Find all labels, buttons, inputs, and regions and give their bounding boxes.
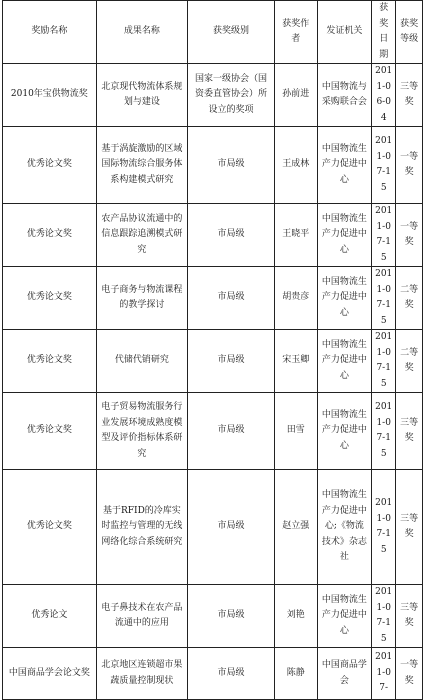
cell-issuing-org: 中国物流生产力促进中心 bbox=[317, 393, 371, 470]
cell-grade: 二等奖 bbox=[396, 267, 423, 330]
cell-issuing-org: 中国物流生产力促进中心 bbox=[317, 330, 371, 393]
header-award-name: 奖励名称 bbox=[3, 1, 97, 64]
cell-award-level: 市局级 bbox=[188, 648, 275, 700]
cell-author: 孙前进 bbox=[274, 64, 317, 127]
cell-author: 陈静 bbox=[274, 648, 317, 700]
cell-issuing-org: 中国物流生产力促进中心 bbox=[317, 127, 371, 204]
cell-award-name: 2010年宝供物流奖 bbox=[3, 64, 97, 127]
cell-issuing-org: 中国物流生产力促进中心 bbox=[317, 267, 371, 330]
cell-achievement-name: 北京地区连锁超市果蔬质量控制现状 bbox=[96, 648, 187, 700]
table-row bbox=[3, 267, 423, 330]
cell-award-level: 市局级 bbox=[188, 470, 275, 585]
cell-author: 胡贵彦 bbox=[274, 267, 317, 330]
cell-award-name: 优秀论文奖 bbox=[3, 267, 97, 330]
cell-issuing-org: 中国物流生产力促进中心 bbox=[317, 585, 371, 648]
cell-author: 刘艳 bbox=[274, 585, 317, 648]
cell-author: 宋玉卿 bbox=[274, 330, 317, 393]
cell-date: 2011-07-15 bbox=[372, 267, 396, 330]
cell-grade: 三等奖 bbox=[396, 64, 423, 127]
cell-award-name: 中国商品学会论文奖 bbox=[3, 648, 97, 700]
table-row bbox=[3, 585, 423, 648]
cell-date: 2011-06-04 bbox=[372, 64, 396, 127]
cell-achievement-name: 代储代销研究 bbox=[96, 330, 187, 393]
cell-author: 王成林 bbox=[274, 127, 317, 204]
cell-achievement-name: 基于RFID的冷库实时监控与管理的无线网络化综合系统研究 bbox=[96, 470, 187, 585]
cell-date: 2011-07-15 bbox=[372, 470, 396, 585]
cell-issuing-org: 中国物流生产力促进中心 bbox=[317, 204, 371, 267]
cell-achievement-name: 电子鼻技术在农产品流通中的应用 bbox=[96, 585, 187, 648]
cell-author: 赵立强 bbox=[274, 470, 317, 585]
cell-award-name: 优秀论文奖 bbox=[3, 330, 97, 393]
table-header-row bbox=[3, 1, 423, 64]
cell-grade: 一等奖 bbox=[396, 127, 423, 204]
cell-award-level: 国家一级协会（国资委直管协会）所设立的奖项 bbox=[188, 64, 275, 127]
cell-award-name: 优秀论文奖 bbox=[3, 470, 97, 585]
cell-award-name: 优秀论文奖 bbox=[3, 127, 97, 204]
cell-issuing-org: 中国物流生产力促进中心;《物流技术》杂志社 bbox=[317, 470, 371, 585]
cell-grade: 二等奖 bbox=[396, 330, 423, 393]
table-row bbox=[3, 204, 423, 267]
cell-award-level: 市局级 bbox=[188, 585, 275, 648]
cell-achievement-name: 电子商务与物流课程的教学探讨 bbox=[96, 267, 187, 330]
cell-award-level: 市局级 bbox=[188, 267, 275, 330]
cell-date: 2011-07-15 bbox=[372, 393, 396, 470]
cell-date: 2011-07-15 bbox=[372, 585, 396, 648]
header-award-level: 获奖级别 bbox=[188, 1, 275, 64]
cell-achievement-name: 农产品协议流通中的信息跟踪追溯模式研究 bbox=[96, 204, 187, 267]
table-row bbox=[3, 330, 423, 393]
cell-award-name: 优秀论文奖 bbox=[3, 393, 97, 470]
cell-date: 2011-07-15 bbox=[372, 330, 396, 393]
cell-issuing-org: 中国商品学会 bbox=[317, 648, 371, 700]
table-row bbox=[3, 393, 423, 470]
header-issuing-org: 发证机关 bbox=[317, 1, 371, 64]
cell-award-level: 市局级 bbox=[188, 204, 275, 267]
cell-award-name: 优秀论文 bbox=[3, 585, 97, 648]
cell-grade: 三等奖 bbox=[396, 585, 423, 648]
cell-award-level: 市局级 bbox=[188, 330, 275, 393]
cell-date: 2011-07-15 bbox=[372, 127, 396, 204]
header-grade: 获奖等级 bbox=[396, 1, 423, 64]
table-row bbox=[3, 648, 423, 700]
cell-award-level: 市局级 bbox=[188, 393, 275, 470]
table-row bbox=[3, 127, 423, 204]
header-date: 获奖日期 bbox=[372, 1, 396, 64]
awards-table bbox=[2, 0, 423, 700]
cell-author: 王晓平 bbox=[274, 204, 317, 267]
header-author: 获奖作者 bbox=[274, 1, 317, 64]
cell-achievement-name: 基于涡旋激励的区域国际物流综合服务体系构建模式研究 bbox=[96, 127, 187, 204]
cell-achievement-name: 电子贸易物流服务行业发展环境成熟度模型及评价指标体系研究 bbox=[96, 393, 187, 470]
cell-date: 2011-07-15 bbox=[372, 204, 396, 267]
cell-grade: 三等奖 bbox=[396, 393, 423, 470]
table-row bbox=[3, 64, 423, 127]
header-achievement-name: 成果名称 bbox=[96, 1, 187, 64]
cell-grade: 三等奖 bbox=[396, 470, 423, 585]
table-row bbox=[3, 470, 423, 585]
cell-issuing-org: 中国物流与采购联合会 bbox=[317, 64, 371, 127]
cell-date: 2011-07- bbox=[372, 648, 396, 700]
cell-author: 田雪 bbox=[274, 393, 317, 470]
cell-achievement-name: 北京现代物流体系规划与建设 bbox=[96, 64, 187, 127]
cell-grade: 一等奖 bbox=[396, 648, 423, 700]
cell-award-level: 市局级 bbox=[188, 127, 275, 204]
cell-grade: 一等奖 bbox=[396, 204, 423, 267]
cell-award-name: 优秀论文奖 bbox=[3, 204, 97, 267]
